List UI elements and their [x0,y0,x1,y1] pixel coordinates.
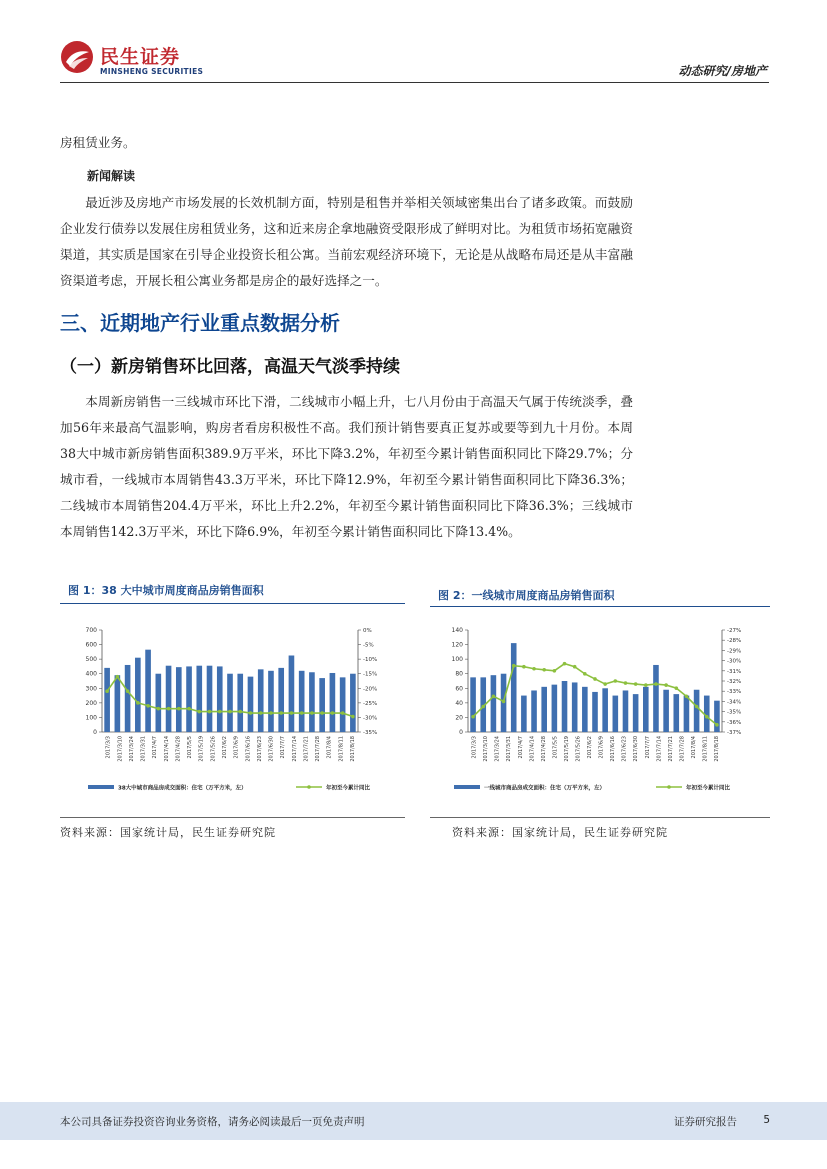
bar [552,685,558,732]
x-tick-label: 2017/6/30 [268,736,275,762]
bar [319,678,325,732]
figure-2-caption: 图 2：一线城市周度商品房销售面积 [438,589,615,602]
figure-2-source-rule [430,817,770,818]
report-type: 动态研究/房地产 [678,64,767,78]
yoy-point [685,695,689,699]
bar [511,643,517,732]
y-left-tick-label: 200 [85,699,97,707]
yoy-point [695,705,699,709]
paragraph-2: 最近涉及房地产市场发展的长效机制方面，特别是租售并举相关领域密集出台了诸多政策。而鼓励企业发行债券以发展住房租赁业务，这和近来房企拿地融资受限形成了鲜明对比。为租赁市场拓宽融资渠道，其实质是国家在引导企业投资长租公寓。当前宏观经济环境下，无论是从战略布局还是从丰富融资渠道考虑，开展长租公寓业务都是房企的最好选择之一。 [60,195,633,288]
x-tick-label: 2017/8/18 [714,736,721,762]
chart-38-cities [60,612,405,802]
news-heading: 新闻解读 [87,169,136,183]
bar [350,674,356,732]
yoy-point [512,664,516,668]
y-left-tick-label: 140 [451,627,463,634]
logo-en: MINSHENG SECURITIES [100,67,204,76]
x-tick-label: 2017/4/28 [540,736,547,762]
y-right-tick-label: -35% [727,709,742,716]
y-left-tick-label: 0 [93,729,97,736]
bar [217,666,223,732]
yoy-point [573,665,577,669]
x-tick-label: 2017/8/11 [702,736,709,762]
yoy-point [351,715,355,719]
yoy-point [249,711,253,715]
yoy-point [300,711,304,715]
bar [125,665,131,732]
y-left-tick-label: 20 [455,714,463,722]
bar [633,694,639,732]
yoy-point [481,705,485,709]
yoy-point [208,710,212,714]
yoy-point [603,682,607,686]
figure-1-source-rule [60,817,405,818]
x-tick-label: 2017/3/10 [117,736,124,762]
yoy-point [522,665,526,669]
bar [145,650,151,732]
y-right-tick-label: -28% [727,638,742,645]
yoy-point [614,679,618,683]
x-tick-label: 2017/3/24 [128,736,135,762]
page-number: 5 [763,1114,770,1126]
x-tick-label: 2017/7/28 [315,736,322,762]
bar [653,665,659,732]
y-right-tick-label: -34% [727,699,742,706]
x-tick-label: 2017/6/2 [587,736,594,759]
bar [278,668,284,732]
x-tick-label: 2017/4/14 [529,736,536,762]
yoy-point [269,711,273,715]
y-right-tick-label: -27% [727,628,742,634]
legend-bar-label: 一线城市商品房成交面积：住宅（万平方米，左） [484,785,606,792]
x-tick-label: 2017/3/3 [105,736,112,759]
y-right-tick-label: -32% [727,679,742,685]
y-left-tick-label: 100 [85,714,97,722]
x-tick-label: 2017/8/4 [326,736,333,759]
yoy-point [331,711,335,715]
yoy-point [674,686,678,690]
y-right-tick-label: -33% [727,689,742,696]
bar [572,682,578,732]
yoy-point [563,662,567,666]
x-tick-label: 2017/4/28 [175,736,182,762]
bar [562,681,568,732]
legend-bar-label: 38大中城市商品房成交面积：住宅（万平方米，左） [118,785,247,792]
x-tick-label: 2017/3/3 [471,736,478,759]
y-right-tick-label: -30% [363,715,378,722]
yoy-point [634,682,638,686]
yoy-point [583,672,587,676]
x-tick-label: 2017/8/11 [338,736,345,762]
yoy-point [320,711,324,715]
yoy-point [238,710,242,714]
legend-line-marker [667,785,671,789]
yoy-point [705,715,709,719]
yoy-point [492,695,496,699]
yoy-point [624,681,628,685]
bar [104,668,110,732]
bar [663,690,669,732]
chart-tier1-cities [430,614,770,804]
bar [258,669,264,732]
bar [248,677,254,732]
y-right-tick-label: -5% [363,642,374,649]
x-tick-label: 2017/7/21 [667,736,674,762]
y-left-tick-label: 400 [85,670,97,678]
bar [602,688,608,732]
bar [330,673,336,732]
y-right-tick-label: -35% [363,730,378,736]
yoy-point [279,711,283,715]
yoy-point [532,667,536,671]
x-tick-label: 2017/6/9 [598,736,605,759]
x-tick-label: 2017/7/14 [291,736,298,762]
x-tick-label: 2017/6/30 [633,736,640,762]
yoy-point [654,682,658,686]
bar [166,666,172,732]
y-left-tick-label: 60 [455,685,463,693]
yoy-point [105,689,109,693]
x-tick-label: 2017/6/9 [233,736,240,759]
y-left-tick-label: 40 [455,699,463,707]
yoy-point [715,723,719,727]
figure-1-caption: 图 1：38 大中城市周度商品房销售面积 [68,584,264,597]
x-tick-label: 2017/4/14 [163,736,170,762]
x-tick-label: 2017/7/28 [679,736,686,762]
yoy-point [553,669,557,673]
x-tick-label: 2017/4/7 [152,736,159,759]
x-tick-label: 2017/6/2 [221,736,228,759]
yoy-point [310,711,314,715]
yoy-point [187,707,191,711]
figure-1-source: 资料来源：国家统计局，民生证券研究院 [60,826,276,839]
x-tick-label: 2017/8/18 [349,736,356,762]
y-left-tick-label: 0 [459,729,463,736]
yoy-point [471,715,475,719]
x-tick-label: 2017/3/24 [494,736,501,762]
bar [268,671,274,732]
y-right-tick-label: 0% [363,628,372,634]
yoy-point [126,689,130,693]
y-left-tick-label: 80 [455,670,463,678]
x-tick-label: 2017/7/7 [280,736,287,759]
legend-bar-swatch [88,785,114,789]
section-title: 三、近期地产行业重点数据分析 [60,311,340,335]
bar [196,666,202,732]
logo-cn: 民生证券 [100,46,181,68]
x-tick-label: 2017/5/19 [563,736,570,762]
bar [531,690,537,732]
x-tick-label: 2017/6/23 [621,736,628,762]
y-left-tick-label: 700 [85,627,97,634]
x-tick-label: 2017/5/5 [552,736,559,759]
bar [207,666,213,732]
bar [623,690,629,732]
bar [643,687,649,732]
bar [186,666,192,732]
y-right-tick-label: -10% [363,657,378,664]
bar [227,674,233,732]
subsection-title: （一）新房销售环比回落，高温天气淡季持续 [60,357,400,377]
bar [156,674,162,732]
x-tick-label: 2017/7/7 [644,736,651,759]
yoy-point [197,710,201,714]
y-right-tick-label: -29% [727,648,742,655]
x-tick-label: 2017/5/26 [575,736,582,762]
yoy-point [228,710,232,714]
y-left-tick-label: 500 [85,656,97,664]
legend-bar-swatch [454,785,480,789]
figure-1-rule [60,603,405,604]
legend-line-label: 年初至今累计同比 [686,785,731,792]
bar [309,672,315,732]
yoy-point [136,701,140,705]
yoy-point [218,710,222,714]
header-divider [60,82,769,83]
bar [613,696,619,732]
yoy-point [341,711,345,715]
y-right-tick-label: -20% [363,686,378,693]
minsheng-logo-icon [60,40,94,74]
yoy-point [664,683,668,687]
logo [60,40,210,80]
yoy-point [167,707,171,711]
bar [714,701,720,732]
paragraph-3: 本周新房销售一三线城市环比下滑，二线城市小幅上升，七八月份由于高温天气属于传统淡季，叠加56年来最高气温影响，购房者看房积极性不高。我们预计销售要真正复苏或要等到九十月份。本周38大中城市新房销售面积389.9万平米，环比下降3.2%，年初至今累计销售面积同比下降29.7%；分城市看，一线城市本周销售43.3万平米，环比下降12.9%，年初至今累计销售面积同比下降36.3%；二线城市本周销售204.4万平米，环比上升2.2%，年初至今累计销售面积同比下降36.3%；三线城市本周销售142.3万平米，环比下降6.9%，年初至今累计销售面积同比下降13.4%。 [60,394,633,539]
bar [299,671,305,732]
yoy-point [157,707,161,711]
yoy-point [542,668,546,672]
yoy-point [290,711,294,715]
y-right-tick-label: -15% [363,671,378,678]
x-tick-label: 2017/3/31 [140,736,147,762]
paragraph-1: 房租赁业务。 [60,135,136,150]
x-tick-label: 2017/6/16 [245,736,252,762]
bar [470,677,476,732]
yoy-point [644,683,648,687]
footer-report-label: 证券研究报告 [674,1116,737,1128]
y-right-tick-label: -36% [727,719,742,726]
yoy-point [177,707,181,711]
x-tick-label: 2017/5/26 [210,736,217,762]
legend-line-marker [307,785,311,789]
y-left-tick-label: 120 [451,641,463,649]
yoy-point [116,675,120,679]
x-tick-label: 2017/6/16 [610,736,617,762]
legend-line-label: 年初至今累计同比 [326,785,371,792]
bar [115,675,121,732]
bar [237,674,243,732]
y-right-tick-label: -30% [727,658,742,665]
yoy-point [502,700,506,704]
yoy-point [593,677,597,681]
y-right-tick-label: -25% [363,700,378,707]
bar [592,692,598,732]
figure-2-source: 资料来源：国家统计局，民生证券研究院 [452,826,668,839]
y-left-tick-label: 600 [85,641,97,649]
x-tick-label: 2017/4/7 [517,736,524,759]
bar [176,667,182,732]
bar [684,696,690,732]
bar [694,690,700,732]
y-right-tick-label: -37% [727,730,742,736]
figure-2-rule [430,606,770,607]
bar [673,694,679,732]
bar [521,696,527,732]
footer-disclaimer: 本公司具备证券投资咨询业务资格，请务必阅读最后一页免责声明 [60,1116,365,1128]
x-tick-label: 2017/3/31 [506,736,513,762]
bar [582,687,588,732]
y-left-tick-label: 100 [451,656,463,664]
bar [491,675,497,732]
x-tick-label: 2017/5/19 [198,736,205,762]
x-tick-label: 2017/3/10 [483,736,490,762]
yoy-point [146,704,150,708]
yoy-point [259,711,263,715]
bar [289,656,295,733]
bar [340,677,346,732]
x-tick-label: 2017/8/4 [690,736,697,759]
bar [541,687,547,732]
x-tick-label: 2017/6/23 [256,736,263,762]
bar [135,658,141,732]
y-left-tick-label: 300 [85,685,97,693]
x-tick-label: 2017/5/5 [187,736,194,759]
x-tick-label: 2017/7/21 [303,736,310,762]
x-tick-label: 2017/7/14 [656,736,663,762]
y-right-tick-label: -31% [727,668,742,675]
